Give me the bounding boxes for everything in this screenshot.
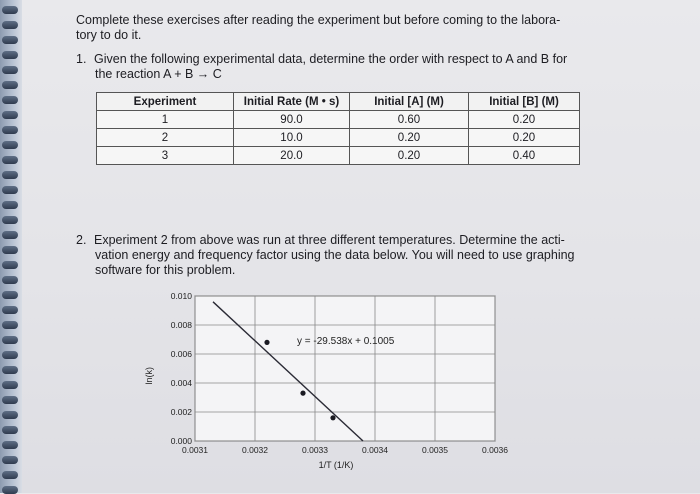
y-tick-label: 0.004 [170, 378, 192, 388]
arrhenius-chart [140, 286, 540, 476]
chart-grid [195, 296, 495, 441]
header-experiment: Experiment [97, 93, 234, 111]
x-tick-label: 0.0036 [482, 445, 508, 455]
x-tick-label: 0.0033 [302, 445, 328, 455]
binding-ring [2, 66, 18, 74]
table-row [97, 129, 580, 147]
data-point [264, 340, 269, 345]
cell-b: 0.40 [469, 147, 580, 165]
binding-ring [2, 426, 18, 434]
trendline-equation: y = -29.538x + 0.1005 [297, 336, 395, 347]
binding-ring [2, 231, 18, 239]
question-2-line-1: Experiment 2 from above was run at three different temperatures. Determine the acti- [94, 233, 565, 247]
cell-experiment: 3 [97, 147, 234, 165]
header-initial-a: Initial [A] (M) [350, 93, 469, 111]
question-1-number: 1. [76, 52, 87, 66]
binding-ring [2, 156, 18, 164]
header-initial-b: Initial [B] (M) [469, 93, 580, 111]
binding-ring [2, 186, 18, 194]
binding-ring [2, 81, 18, 89]
data-point [300, 391, 305, 396]
question-1 [76, 52, 596, 82]
cell-a: 0.20 [350, 147, 469, 165]
binding-ring [2, 381, 18, 389]
question-2-line-2: vation energy and frequency factor using the data below. You will need to use graphing [95, 248, 575, 262]
cell-a: 0.20 [350, 129, 469, 147]
question-1-line-2: the reaction A + B → C [95, 67, 222, 81]
y-tick-label: 0.006 [170, 349, 192, 359]
x-tick-label: 0.0034 [362, 445, 388, 455]
binding-ring [2, 216, 18, 224]
binding-ring [2, 21, 18, 29]
binding-ring [2, 141, 18, 149]
binding-ring [2, 396, 18, 404]
y-tick-label: 0.010 [170, 291, 192, 301]
instructions-text [76, 13, 596, 43]
instructions-line-1: Complete these exercises after reading the experiment but before coming to the labora- [76, 13, 561, 27]
cell-a: 0.60 [350, 111, 469, 129]
cell-experiment: 1 [97, 111, 234, 129]
header-initial-rate: Initial Rate (M • s) [234, 93, 350, 111]
y-tick-label: 0.008 [170, 320, 192, 330]
binding-ring [2, 291, 18, 299]
question-2 [76, 233, 596, 278]
binding-ring [2, 6, 18, 14]
binding-ring [2, 126, 18, 134]
question-2-line-3: software for this problem. [95, 263, 236, 277]
binding-ring [2, 411, 18, 419]
cell-experiment: 2 [97, 129, 234, 147]
cell-b: 0.20 [469, 129, 580, 147]
x-axis-label: 1/T (1/K) [318, 460, 354, 470]
x-tick-label: 0.0032 [242, 445, 268, 455]
binding-ring [2, 471, 18, 479]
y-axis-label: ln(k) [144, 367, 154, 385]
binding-ring [2, 336, 18, 344]
binding-ring [2, 246, 18, 254]
table-row [97, 147, 580, 165]
binding-ring [2, 201, 18, 209]
question-1-line-1: Given the following experimental data, determine the order with respect to A and B for [94, 52, 568, 66]
binding-ring [2, 321, 18, 329]
binding-ring [2, 51, 18, 59]
data-point [330, 415, 335, 420]
binding-ring [2, 366, 18, 374]
cell-rate: 10.0 [234, 129, 350, 147]
kinetics-data-table [96, 92, 580, 165]
plot-area [195, 296, 495, 441]
y-tick-label: 0.000 [170, 436, 192, 446]
binding-ring [2, 36, 18, 44]
binding-ring [2, 96, 18, 104]
cell-rate: 20.0 [234, 147, 350, 165]
binding-ring [2, 441, 18, 449]
binding-ring [2, 456, 18, 464]
cell-rate: 90.0 [234, 111, 350, 129]
instructions-line-2: tory to do it. [76, 28, 142, 42]
binding-ring [2, 306, 18, 314]
table-header-row [97, 93, 580, 111]
question-2-number: 2. [76, 233, 87, 247]
binding-ring [2, 171, 18, 179]
binding-ring [2, 261, 18, 269]
binding-ring [2, 351, 18, 359]
x-tick-label: 0.0031 [182, 445, 208, 455]
table-row [97, 111, 580, 129]
y-tick-label: 0.002 [170, 407, 192, 417]
x-tick-label: 0.0035 [422, 445, 448, 455]
binding-ring [2, 276, 18, 284]
cell-b: 0.20 [469, 111, 580, 129]
binding-ring [2, 111, 18, 119]
